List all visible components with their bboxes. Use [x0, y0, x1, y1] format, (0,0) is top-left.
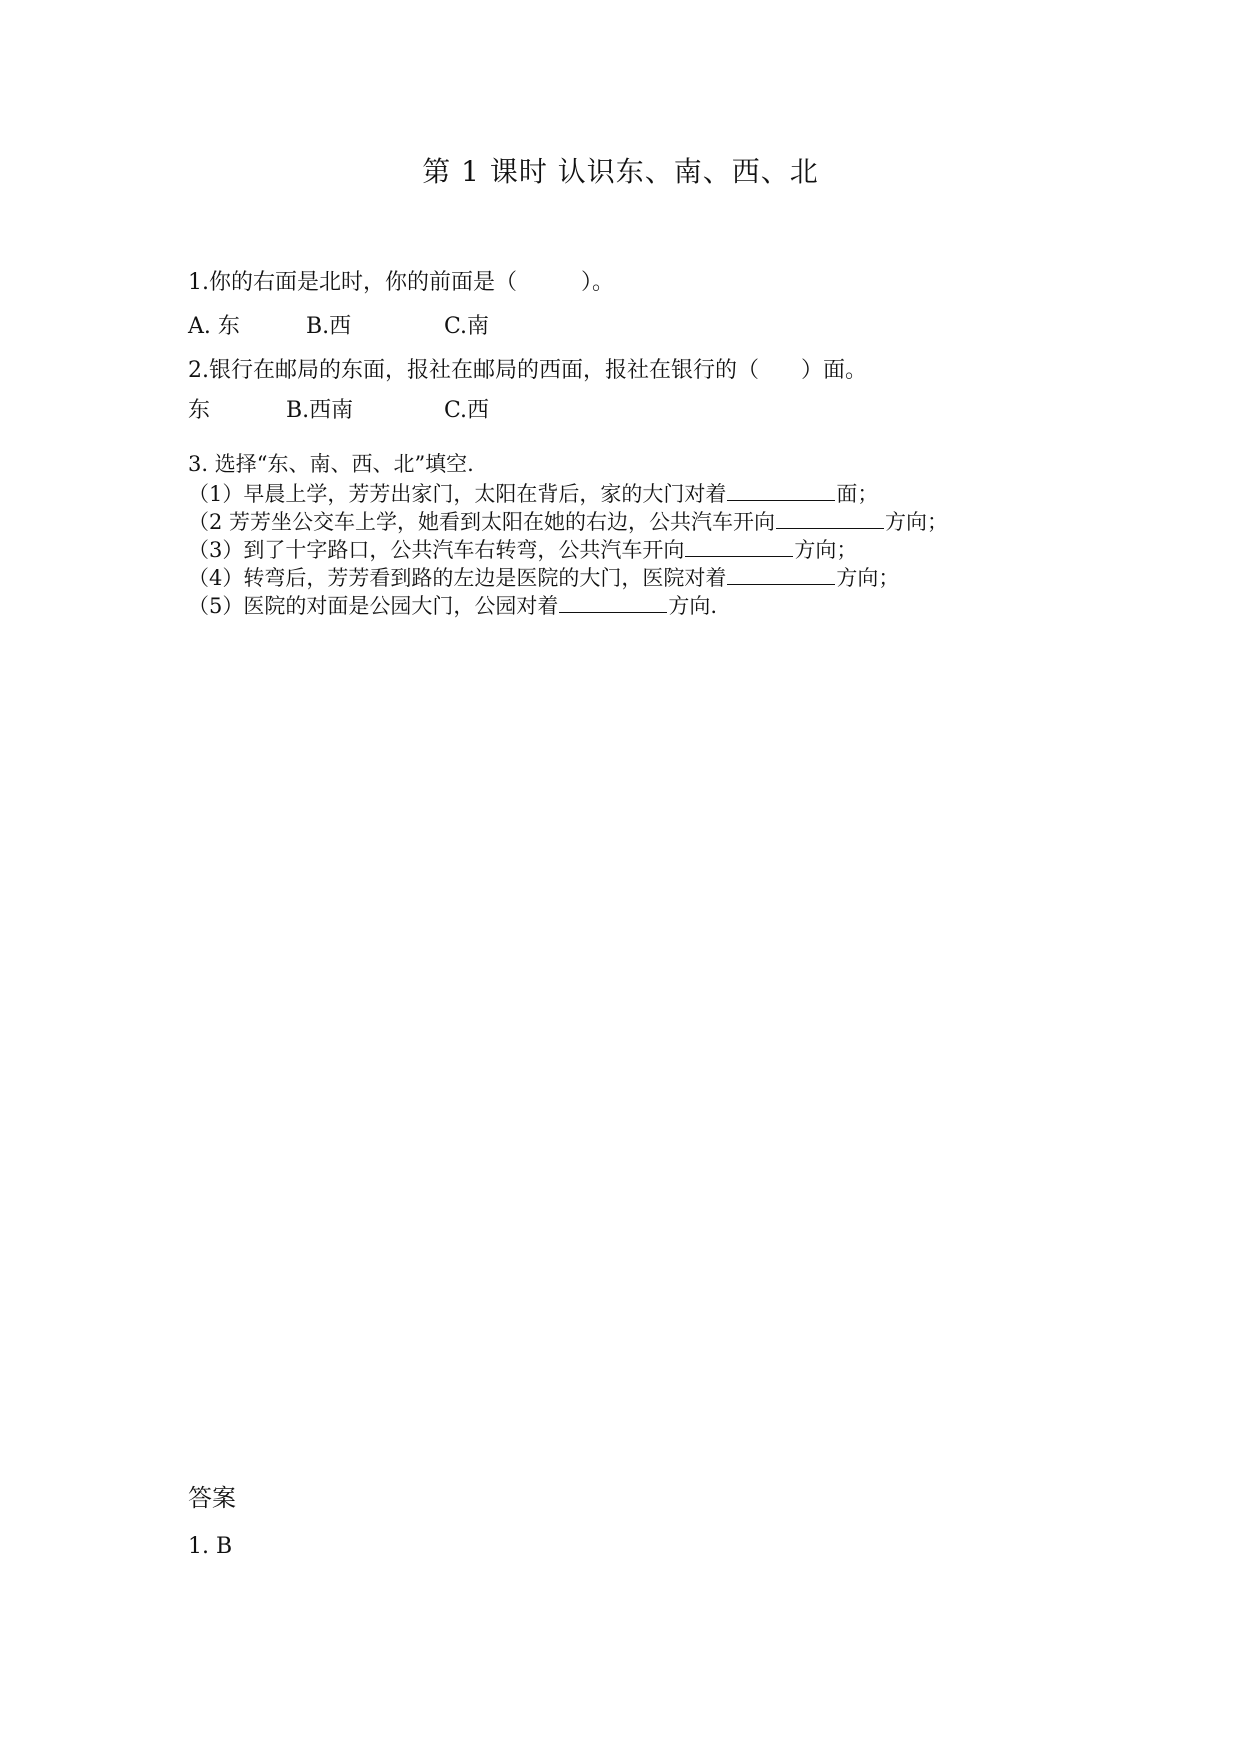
- question-2-option-c: C.西: [444, 398, 490, 423]
- answer-blank[interactable]: [727, 482, 835, 501]
- question-1-stem: [188, 272, 614, 294]
- question-2-text-end: ）面。: [801, 358, 868, 383]
- question-1-option-b: B.西: [306, 314, 352, 339]
- question-1-option-a: A. 东: [188, 314, 240, 339]
- question-3-stem: 3. 选择“东、南、西、北”填空.: [188, 452, 474, 476]
- question-1-text: 1.你的右面是北时，你的前面是（: [188, 270, 517, 295]
- answers-heading: 答案: [188, 1484, 236, 1512]
- answer-item-1: 1. B: [188, 1534, 233, 1559]
- question-3-item-4: （4）转弯后，芳芳看到路的左边是医院的大门，医院对着 方向；: [188, 566, 900, 590]
- answer-blank[interactable]: [685, 538, 793, 557]
- question-2-options: [188, 400, 489, 422]
- question-1-option-c: C.南: [444, 314, 490, 339]
- question-1-text-end: ）。: [581, 270, 615, 295]
- question-3-item-1: （1）早晨上学，芳芳出家门，太阳在背后，家的大门对着 面；: [188, 482, 879, 506]
- page-title: 第 1 课时 认识东、南、西、北: [422, 155, 819, 188]
- question-2-option-a: 东: [188, 398, 211, 423]
- question-1-options: [188, 316, 489, 338]
- question-2-option-b: B.西南: [286, 398, 354, 423]
- question-2-text: 2.银行在邮局的东面，报社在邮局的西面，报社在银行的（: [188, 358, 759, 383]
- question-3-item-5: （5）医院的对面是公园大门，公园对着 方向.: [188, 594, 718, 618]
- answer-blank[interactable]: [559, 594, 667, 613]
- answer-blank[interactable]: [776, 510, 884, 529]
- question-2-stem: [188, 360, 867, 382]
- answer-blank[interactable]: [727, 566, 835, 585]
- question-3-item-3: （3）到了十字路口，公共汽车右转弯，公共汽车开向 方向；: [188, 538, 858, 562]
- question-3-item-2: （2 芳芳坐公交车上学，她看到太阳在她的右边，公共汽车开向 方向；: [188, 510, 949, 534]
